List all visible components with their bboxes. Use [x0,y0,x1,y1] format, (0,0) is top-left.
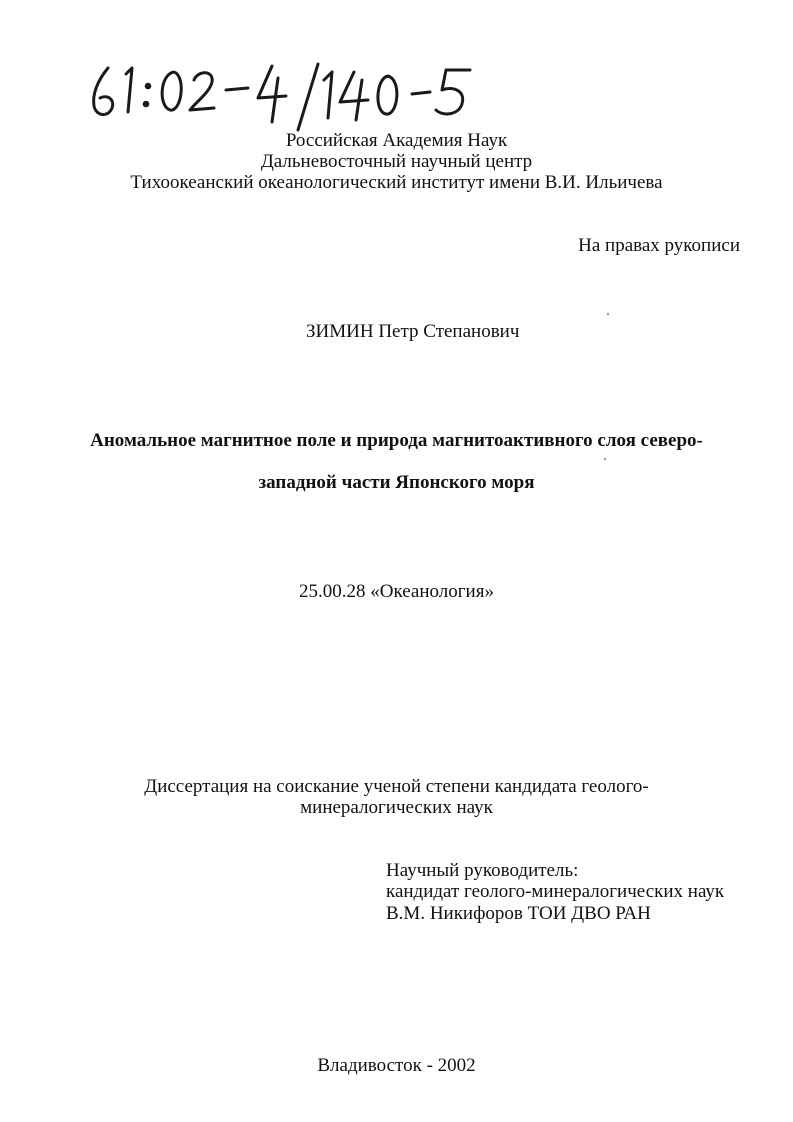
manuscript-note: На правах рукописи [578,235,740,256]
institute-name: Тихоокеанский океанологический институт имени В.И. Ильичева [130,172,663,193]
supervisor-name: В.М. Никифоров ТОИ ДВО РАН [386,903,651,924]
city-year: Владивосток - 2002 [317,1055,476,1076]
dissertation-title-line1: Аномальное магнитное поле и природа магнитоактивного слоя северо- [90,430,703,451]
supervisor-degree: кандидат геолого-минералогических наук [386,881,725,902]
academy-name: Российская Академия Наук [285,130,508,151]
dissertation-purpose-line2: минералогических наук [300,797,493,818]
specialty-code: 25.00.28 «Океанология» [299,581,494,602]
author-name: ЗИМИН Петр Степанович [306,321,520,342]
scan-speck [604,458,606,460]
dissertation-title-line2: западной части Японского моря [258,472,535,493]
center-name: Дальневосточный научный центр [260,151,533,172]
dissertation-purpose-line1: Диссертация на соискание ученой степени кандидата геолого- [144,776,649,797]
scan-speck [607,313,609,315]
supervisor-label: Научный руководитель: [386,860,579,881]
handwritten-catalog-number [86,60,476,140]
